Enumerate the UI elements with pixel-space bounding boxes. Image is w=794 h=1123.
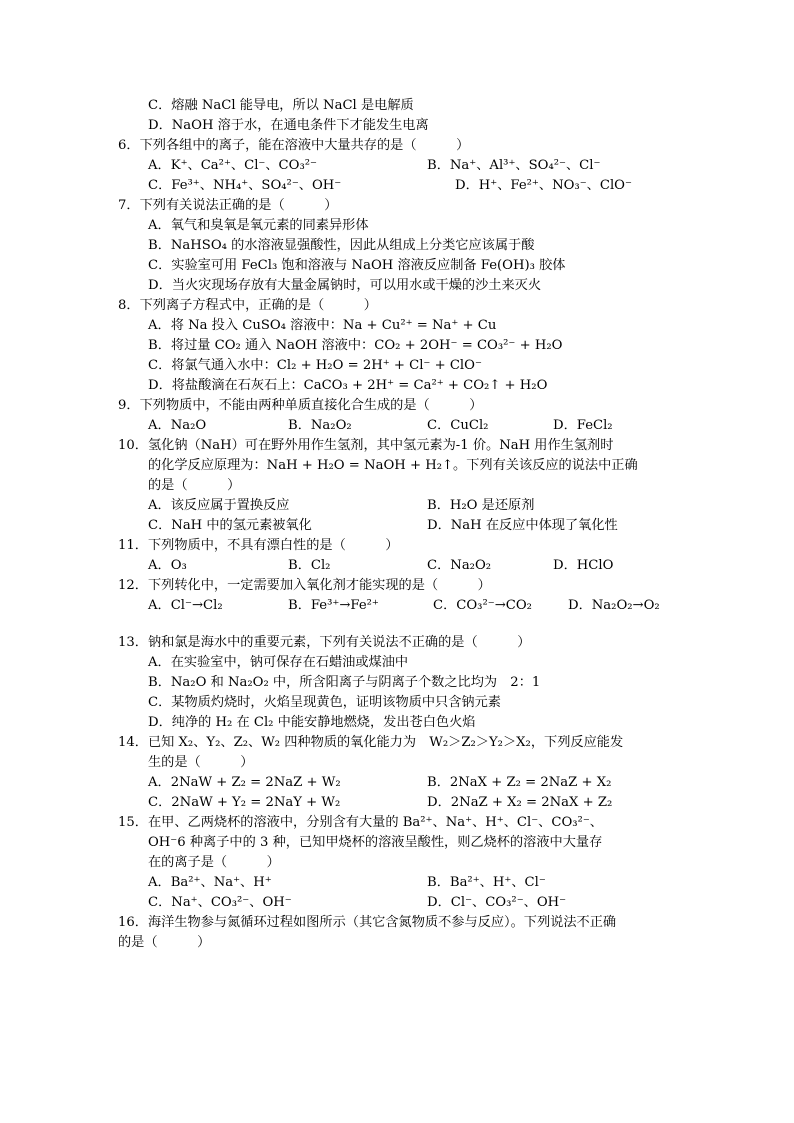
q13-stem: 13．钠和氯是海水中的重要元素，下列有关说法不正确的是（ ） [118,635,531,650]
q9-option-c: C．CuCl₂ [427,418,489,433]
q12-option-c: C．CO₃²⁻→CO₂ [433,598,532,613]
q10-option-b: B．H₂O 是还原剂 [427,498,535,513]
q15-option-b: B．Ba²⁺、H⁺、Cl⁻ [427,875,546,890]
q16-stem-line1: 16．海洋生物参与氮循环过程如图所示（其它含氮物质不参与反应）。下列说法不正确 [118,915,617,930]
q14-stem-line1: 14．已知 X₂、Y₂、Z₂、W₂ 四种物质的氧化能力为 W₂＞Z₂＞Y₂＞X₂，下列反应能发 [118,735,624,750]
q15-option-a: A．Ba²⁺、Na⁺、H⁺ [148,875,272,890]
q7-option-c: C．实验室可用 FeCl₃ 饱和溶液与 NaOH 溶液反应制备 Fe(OH)₃ 胶体 [148,258,566,273]
q6-option-a: A．K⁺、Ca²⁺、Cl⁻、CO₃²⁻ [148,158,317,173]
q10-option-a: A．该反应属于置换反应 [148,498,290,513]
q15-stem-line2: OH⁻6 种离子中的 3 种，已知甲烧杯的溶液呈酸性，则乙烧杯的溶液中大量存 [148,835,603,850]
q9-option-a: A．Na₂O [148,418,207,433]
q13-option-b: B．Na₂O 和 Na₂O₂ 中，所含阳离子与阴离子个数之比均为 2：1 [148,675,541,690]
q9-option-d: D．FeCl₂ [553,418,613,433]
q9-stem: 9．下列物质中，不能由两种单质直接化合生成的是（ ） [118,398,483,413]
q12-option-a: A．Cl⁻→Cl₂ [148,598,223,613]
q15-option-d: D．Cl⁻、CO₃²⁻、OH⁻ [427,895,567,910]
q16-stem-line2: 的是（ ） [118,935,211,950]
q10-stem-line1: 10．氢化钠（NaH）可在野外用作生氢剂，其中氢元素为-1 价。NaH 用作生氢剂时 [118,438,614,453]
q12-option-b: B．Fe³⁺→Fe²⁺ [288,598,379,613]
q7-stem: 7．下列有关说法正确的是（ ） [118,198,338,213]
q10-option-d: D．NaH 在反应中体现了氧化性 [427,518,618,533]
q11-option-a: A．O₃ [148,558,187,573]
q14-option-c: C．2NaW + Y₂ = 2NaY + W₂ [148,795,341,810]
q11-option-d: D．HClO [553,558,614,573]
q15-option-c: C．Na⁺、CO₃²⁻、OH⁻ [148,895,292,910]
q8-option-a: A．将 Na 投入 CuSO₄ 溶液中：Na + Cu²⁺ = Na⁺ + Cu [148,318,497,333]
q5-option-d: D．NaOH 溶于水，在通电条件下才能发生电离 [148,118,429,133]
q14-option-d: D．2NaZ + X₂ = 2NaX + Z₂ [427,795,613,810]
q6-stem: 6．下列各组中的离子，能在溶液中大量共存的是（ ） [118,138,470,153]
q15-stem-line1: 15．在甲、乙两烧杯的溶液中，分别含有大量的 Ba²⁺、Na⁺、H⁺、Cl⁻、CO₃²⁻、 [118,815,603,830]
q7-option-d: D．当火灾现场存放有大量金属钠时，可以用水或干燥的沙土来灭火 [148,278,542,293]
q5-option-c: C．熔融 NaCl 能导电，所以 NaCl 是电解质 [148,98,414,113]
q6-option-d: D．H⁺、Fe²⁺、NO₃⁻、ClO⁻ [455,178,632,193]
q10-option-c: C．NaH 中的氢元素被氧化 [148,518,312,533]
q13-option-c: C．某物质灼烧时，火焰呈现黄色，证明该物质中只含钠元素 [148,695,501,710]
q10-stem-line2: 的化学反应原理为：NaH + H₂O = NaOH + H₂↑。下列有关该反应的说法中正确 [148,458,638,473]
q14-option-a: A．2NaW + Z₂ = 2NaZ + W₂ [148,775,341,790]
q11-option-b: B．Cl₂ [288,558,331,573]
q8-option-c: C．将氯气通入水中：Cl₂ + H₂O = 2H⁺ + Cl⁻ + ClO⁻ [148,358,482,373]
q7-option-b: B．NaHSO₄ 的水溶液显强酸性，因此从组成上分类它应该属于酸 [148,238,535,253]
q13-option-a: A．在实验室中，钠可保存在石蜡油或煤油中 [148,655,409,670]
q6-option-b: B．Na⁺、Al³⁺、SO₄²⁻、Cl⁻ [427,158,601,173]
q6-option-c: C．Fe³⁺、NH₄⁺、SO₄²⁻、OH⁻ [148,178,342,193]
q13-option-d: D．纯净的 H₂ 在 Cl₂ 中能安静地燃烧，发出苍白色火焰 [148,715,476,730]
q11-option-c: C．Na₂O₂ [427,558,492,573]
q10-stem-line3: 的是（ ） [148,478,241,493]
q12-option-d: D．Na₂O₂→O₂ [568,598,660,613]
q14-stem-line2: 生的是（ ） [148,755,254,770]
q8-option-d: D．将盐酸滴在石灰石上：CaCO₃ + 2H⁺ = Ca²⁺ + CO₂↑ + H₂O [148,378,548,393]
q7-option-a: A．氧气和臭氧是氧元素的同素异形体 [148,218,369,233]
q15-stem-line3: 在的离子是（ ） [148,855,280,870]
q11-stem: 11．下列物质中，不具有漂白性的是（ ） [118,538,399,553]
q8-stem: 8．下列离子方程式中，正确的是（ ） [118,298,377,313]
q14-option-b: B．2NaX + Z₂ = 2NaZ + X₂ [427,775,612,790]
q12-stem: 12．下列转化中，一定需要加入氧化剂才能实现的是（ ） [118,578,491,593]
q8-option-b: B．将过量 CO₂ 通入 NaOH 溶液中：CO₂ + 2OH⁻ = CO₃²⁻ + H₂O [148,338,563,353]
q9-option-b: B．Na₂O₂ [288,418,352,433]
